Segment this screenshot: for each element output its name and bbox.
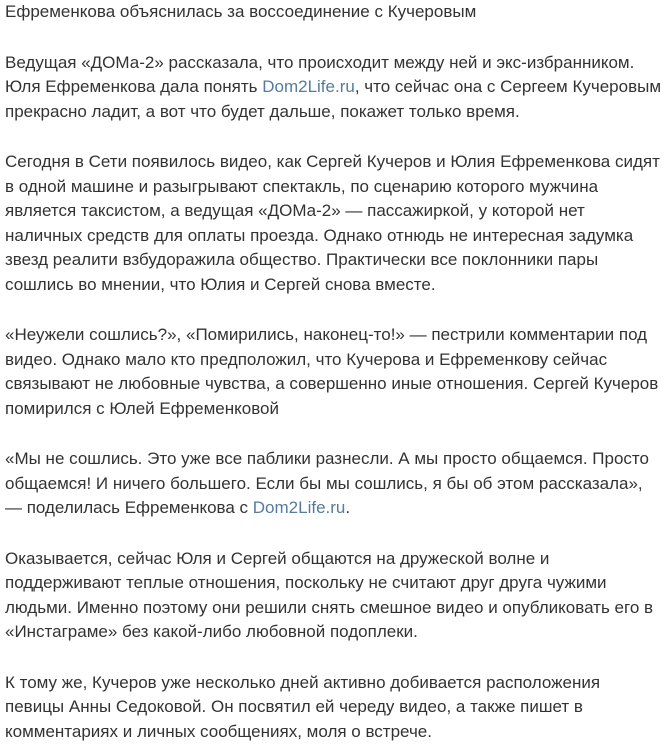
article-title: Ефременкова объяснилась за воссоединение с Кучеровым	[5, 0, 662, 25]
paragraph-text: «Неужели сошлись?», «Помирились, наконец-то!» — пестрили комментарии под видео. Однако мало кто предположил, что Кучерова и Ефременкову сейчас связывают не любовные чувства, а совершенно иные отношения. Сергей Кучеров помирился с Юлей Ефременковой	[5, 325, 658, 418]
paragraph-friendship	[5, 547, 662, 645]
paragraph-text: Сегодня в Сети появилось видео, как Сергей Кучеров и Юлия Ефременкова сидят в одной машине и разыгрывают спектакль, по сценарию которого мужчина является таксистом, а ведущая «ДОМа-2» — пассажиркой, у которой нет наличных средств для оплаты проезда. Однако отнюдь не интересная задумка звезд реалити взбудоражила общество. Практически все поклонники пары сошлись во мнении, что Юлия и Сергей снова вместе.	[5, 152, 660, 294]
paragraph-sedokova	[5, 671, 662, 744]
paragraph-text: .	[345, 498, 350, 517]
paragraph-video-story	[5, 150, 662, 297]
paragraph-intro	[5, 51, 662, 125]
paragraph-text: К тому же, Кучеров уже несколько дней активно добивается расположения певицы Анны Седоковой. Он посвятил ей череду видео, а также пишет в комментариях и личных сообщениях, моля о встрече.	[5, 673, 600, 741]
dom2life-link[interactable]: Dom2Life.ru	[253, 498, 346, 517]
paragraph-text: , что сейчас она с Сергеем Кучеровым прекрасно ладит, а вот что будет дальше, покажет только время.	[5, 77, 661, 121]
paragraph-quote	[5, 447, 662, 521]
paragraph-text: «Мы не сошлись. Это уже все паблики разнесли. А мы просто общаемся. Просто общаемся! И ничего большего. Если бы мы сошлись, я бы об этом рассказала», — поделилась Ефременкова с	[5, 449, 649, 517]
paragraph-comments	[5, 323, 662, 421]
paragraph-text: Ведущая «ДОМа-2» рассказала, что происходит между ней и экс-избранником. Юля Ефременкова дала понять	[5, 53, 634, 97]
dom2life-link[interactable]: Dom2Life.ru	[262, 77, 355, 96]
paragraph-text: Оказывается, сейчас Юля и Сергей общаются на дружеской волне и поддерживают теплые отношения, поскольку не считают друг друга чужими людьми. Именно поэтому они решили снять смешное видео и опубликовать его в «Инстаграме» без какой-либо любовной подоплеки.	[5, 549, 653, 642]
